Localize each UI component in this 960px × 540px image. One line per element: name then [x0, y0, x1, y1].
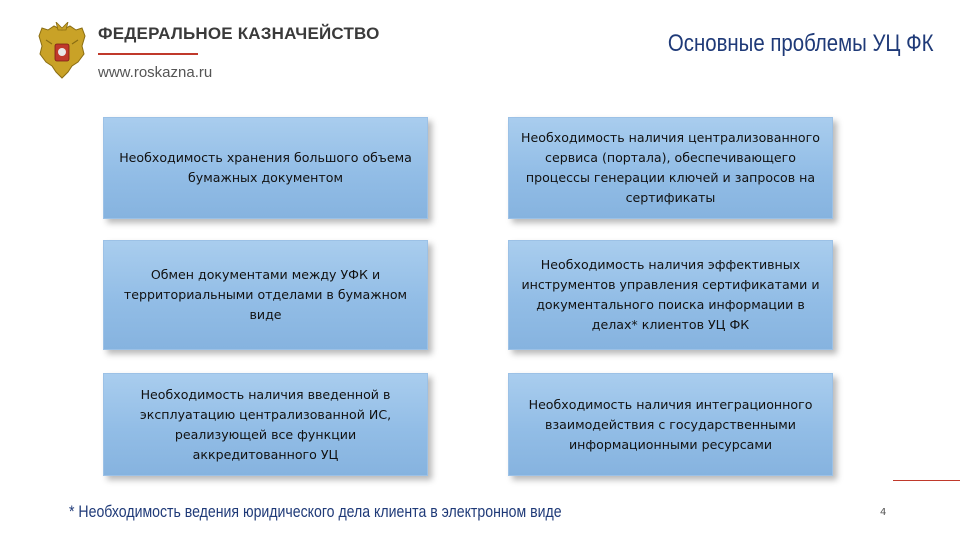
problem-box-right-2: Необходимость наличия эффективных инструментов управления сертификатами и документального поиска информации в делах* клиентов УЦ ФК — [508, 240, 833, 350]
organization-name: ФЕДЕРАЛЬНОЕ КАЗНАЧЕЙСТВО — [98, 24, 380, 43]
problem-box-right-1: Необходимость наличия централизованного сервиса (портала), обеспечивающего процессы генерации ключей и запросов на сертификаты — [508, 117, 833, 219]
double-headed-eagle-emblem-icon — [36, 22, 88, 84]
problem-box-left-2: Обмен документами между УФК и территориальными отделами в бумажном виде — [103, 240, 428, 350]
problem-box-left-3: Необходимость наличия введенной в эксплуатацию централизованной ИС, реализующей все функции аккредитованного УЦ — [103, 373, 428, 476]
problem-box-left-1: Необходимость хранения большого объема бумажных документом — [103, 117, 428, 219]
header-divider — [98, 53, 198, 55]
corner-divider — [893, 480, 960, 481]
page-number: 4 — [880, 507, 887, 518]
organization-website: www.roskazna.ru — [98, 64, 213, 81]
problem-box-right-3: Необходимость наличия интеграционного взаимодействия с государственными информационными ресурсами — [508, 373, 833, 476]
footnote: * Необходимость ведения юридического дела клиента в электронном виде — [69, 502, 562, 521]
slide-title: Основные проблемы УЦ ФК — [668, 30, 934, 57]
